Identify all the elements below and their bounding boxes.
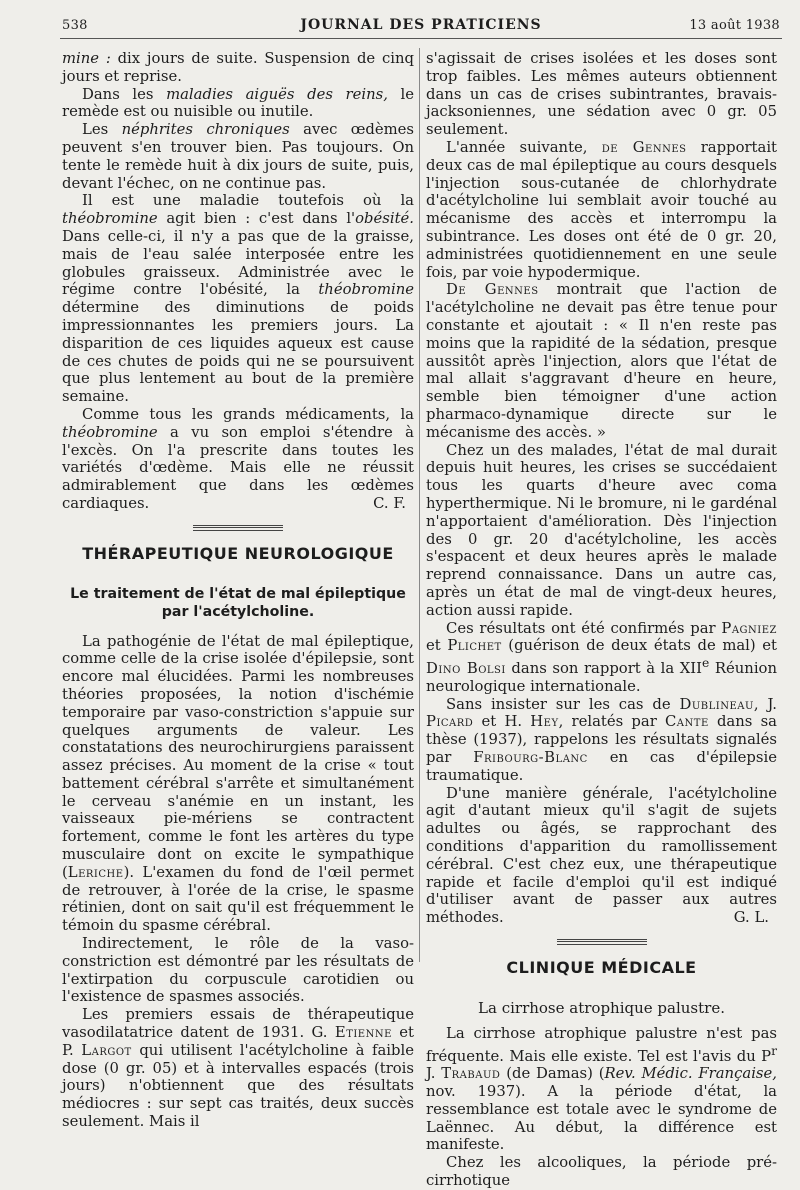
right-column [426,50,777,1190]
paragraph: La cirrhose atrophique palustre n'est pas fréquente. Mais elle existe. Tel est l'avis du $P^r$ J. Trabaud (de Damas) (Rev. Médic. Française, nov. 1937). A la période d'état, la ressemblance est totale avec le syndrome de Laënnec. Au début, la différence est manifeste. [426,1024,777,1154]
paragraph: Chez les alcooliques, la période pré-cirrhotique [426,1154,777,1190]
paragraph: Dans les maladies aiguës des reins, le remède est ou nuisible ou inutile. [62,85,414,121]
paragraph: Chez un des malades, l'état de mal durait depuis huit heures, les crises se succédaient tous les quarts d'heure avec coma hyperthermique. Ni le bromure, ni le gardénal n'apportaient d'amélioration. Dès l'injection des 0 gr. 20 d'acétylcholine, les accès s'espacent et deux heures après le malade reprend connaissance. Dans un autre cas, après un état de mal de vingt-deux heures, action aussi rapide. [426,441,777,619]
paragraph: Indirectement, le rôle de la vaso-constriction est démontré par les résultats de l'extirpation du corpuscule carotidien ou l'existence de spasmes associés. [62,935,414,1006]
paragraph: s'agissait de crises isolées et les doses sont trop faibles. Les mêmes auteurs obtiennent dans un cas de crises subintrantes, bravais-jacksoniennes, une sédation avec 0 gr. 05 seulement. [426,50,777,139]
paragraph: La pathogénie de l'état de mal épileptique, comme celle de la crise isolée d'épilepsie, sont encore mal élucidées. Parmi les nombreuses théories proposées, la notion d'ischémie temporaire par vaso-constriction s'appuie sur quelques arguments de valeur. Les constatations des neurochirurgiens paraissent assez précises. Au moment de la crise « tout battement cérébral s'arrête et simultanément le cerveau s'anémie en un instant, les vaisseaux pie-mériens se contractent fortement, comme le font les artères du type musculaire dont on excite le sympathique (Leriche). L'examen du fond de l'œil permet de retrouver, à l'orée de la crise, le spasme rétinien, dont on sait qu'il est fréquemment le témoin du spasme cérébral. [62,632,414,935]
paragraph: Il est une maladie toutefois où la théobromine agit bien : c'est dans l'obésité. Dans celle-ci, il n'y a pas que de la graisse, mais de l'eau salée interposée entre les globules graisseux. Administrée avec le régime contre l'obésité, la théobromine détermine des diminutions de poids impressionnantes les premiers jours. La disparition de ces liquides aqueux est cause de ces chutes de poids qui ne se poursuivent que plus lentement au bout de la première semaine. [62,192,414,406]
column-rule [419,48,420,962]
separator [193,525,283,531]
article-title: La cirrhose atrophique palustre. [478,998,725,1017]
section-title: CLINIQUE MÉDICALE [506,957,697,977]
paragraph: Les néphrites chroniques avec œdèmes peuvent s'en trouver bien. Pas toujours. On tente le remède huit à dix jours de suite, puis, devant l'échec, on ne continue pas. [62,121,414,192]
paragraph: Sans insister sur les cas de Dublineau, J. Picard et H. Hey, relatés par Cante dans sa thèse (1937), rappelons les résultats signalés par Fribourg-Blanc en cas d'épilepsie traumatique. [426,695,778,784]
paragraph: mine : dix jours de suite. Suspension de cinq jours et reprise. [62,50,414,85]
signature: C. F. [373,494,406,512]
paragraph: Comme tous les grands médicaments, la théobromine a vu son emploi s'étendre à l'excès. On l'a prescrite dans toutes les variétés d'œdème. Mais elle ne réussit admirablement que dans les œdèmes cardiaques. C. F. [62,405,414,512]
section-title: THÉRAPEUTIQUE NEUROLOGIQUE [82,543,394,563]
journal-title: JOURNAL DES PRATICIENS [300,17,542,33]
signature: G. L. [733,909,769,927]
paragraph: Les premiers essais de thérapeutique vasodilatatrice datent de 1931. G. Etienne et P. Largot qui utilisent l'acétylcholine à faible dose (0 gr. 05) et à intervalles espacés (trois jours) n'obtiennent que des résultats médiocres : sur sept cas traités, deux succès seulement. Mais il [62,1006,414,1131]
paragraph: Ces résultats ont été confirmés par Pagniez et Plichet (guérison de deux états de mal) et Dino Bolsi dans son rapport à la XIIe Réunion neurologique internationale. [426,619,777,695]
paragraph: L'année suivante, de Gennes rapportait deux cas de mal épileptique au cours desquels l'injection sous-cutanée de chlorhydrate d'acétylcholine lui semblait avoir touché au mécanisme des accès et interrompu la subintrance. Les doses ont été de 0 gr. 20, administrées quotidiennement en une seule fois, par voie hypodermique. [426,138,777,281]
paragraph: De Gennes montrait que l'action de l'acétylcholine ne devait pas être tenue pour constante et ajoutait : « Il n'en reste pas moins que la rapidité de la sédation, presque aussitôt après l'injection, alors que l'état de mal allait s'aggravant d'heure en heure, semble bien témoigner d'une action pharmaco-dynamique directe sur le mécanisme des accès. » [426,281,777,441]
header-rule [60,38,782,39]
page-number: 538 [62,18,88,33]
issue-date: 13 août 1938 [689,18,780,33]
article-title: Le traitement de l'état de mal épileptique par l'acétylcholine. [70,585,406,620]
page-header [62,14,780,36]
paragraph: D'une manière générale, l'acétylcholine agit d'autant mieux qu'il s'agit de sujets adultes ou âgés, se rapprochant des conditions d'apparition du ramollissement cérébral. C'est chez eux, une thérapeutique rapide et facile d'emploi qu'il est indiqué d'utiliser avant de passer aux autres méthodes. G. L. [426,784,777,927]
left-column [62,50,414,1131]
separator [557,939,647,945]
